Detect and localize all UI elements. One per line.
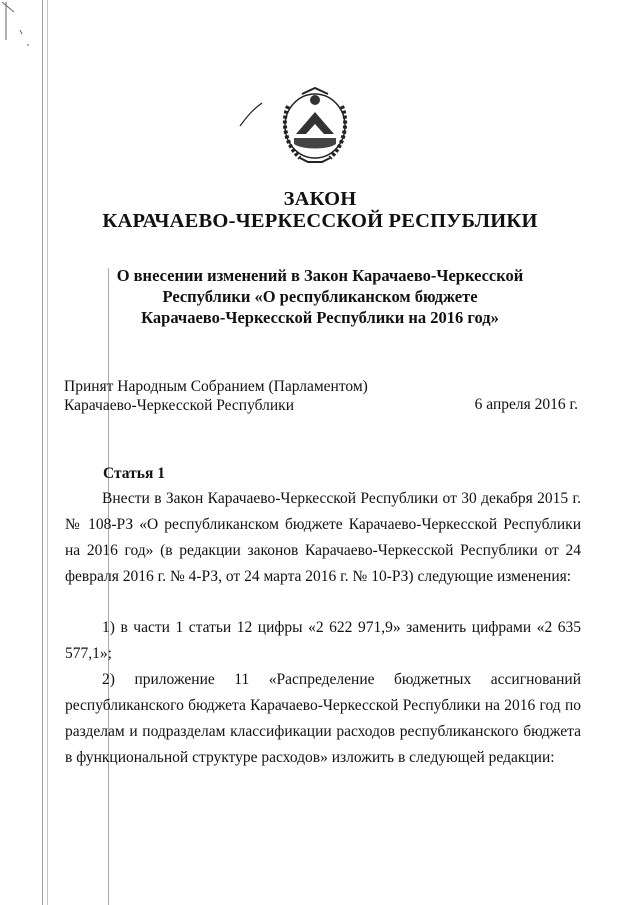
intro-text: Внести в Закон Карачаево-Черкесской Республики от 30 декабря 2015 г. № 108-РЗ «О республиканском бюджете Карачаево-Черкесской Республики на 2016 год» (в редакции законов Карачаево-Черкесской Республики от 24 февраля 2016 г. № 4-РЗ, от 24 марта 2016 г. № 10-РЗ) следующие изменения: bbox=[65, 490, 581, 585]
law-subtitle bbox=[100, 265, 540, 328]
pen-mark bbox=[236, 100, 266, 130]
corner-scan-mark bbox=[0, 0, 40, 60]
law-title: ЗАКОН bbox=[283, 188, 357, 210]
item-2-text: 2) приложение 11 «Распределение бюджетных ассигнований республиканского бюджета Карачаево-Черкесской Республики на 2016 год по разделам и подразделам классификации расходов республиканского бюджета в функциональной структуре расходов» изложить в следующей редакции: bbox=[65, 671, 581, 766]
intro-paragraph bbox=[65, 486, 581, 590]
scan-artifact-line bbox=[47, 0, 48, 905]
amendment-item-2 bbox=[65, 667, 581, 771]
coat-of-arms-emblem bbox=[276, 84, 354, 166]
item-1-text: 1) в части 1 статьи 12 цифры «2 622 971,9» заменить цифрами «2 635 577,1»; bbox=[65, 619, 581, 662]
subtitle-line: О внесении изменений в Закон Карачаево-Черкесской bbox=[116, 266, 524, 285]
adoption-line: Карачаево-Черкесской Республики bbox=[64, 396, 294, 414]
adoption-info bbox=[64, 378, 368, 415]
law-title-republic: КАРАЧАЕВО-ЧЕРКЕССКОЙ РЕСПУБЛИКИ bbox=[102, 210, 538, 232]
subtitle-line: Республики «О республиканском бюджете bbox=[162, 287, 478, 306]
adoption-date: 6 апреля 2016 г. bbox=[474, 396, 578, 413]
article-heading: Статья 1 bbox=[103, 465, 165, 482]
amendment-item-1 bbox=[65, 615, 581, 667]
adoption-line: Принят Народным Собранием (Парламентом) bbox=[64, 378, 368, 395]
scan-artifact-line bbox=[42, 0, 43, 905]
subtitle-line: Карачаево-Черкесской Республики на 2016 год» bbox=[141, 308, 499, 327]
